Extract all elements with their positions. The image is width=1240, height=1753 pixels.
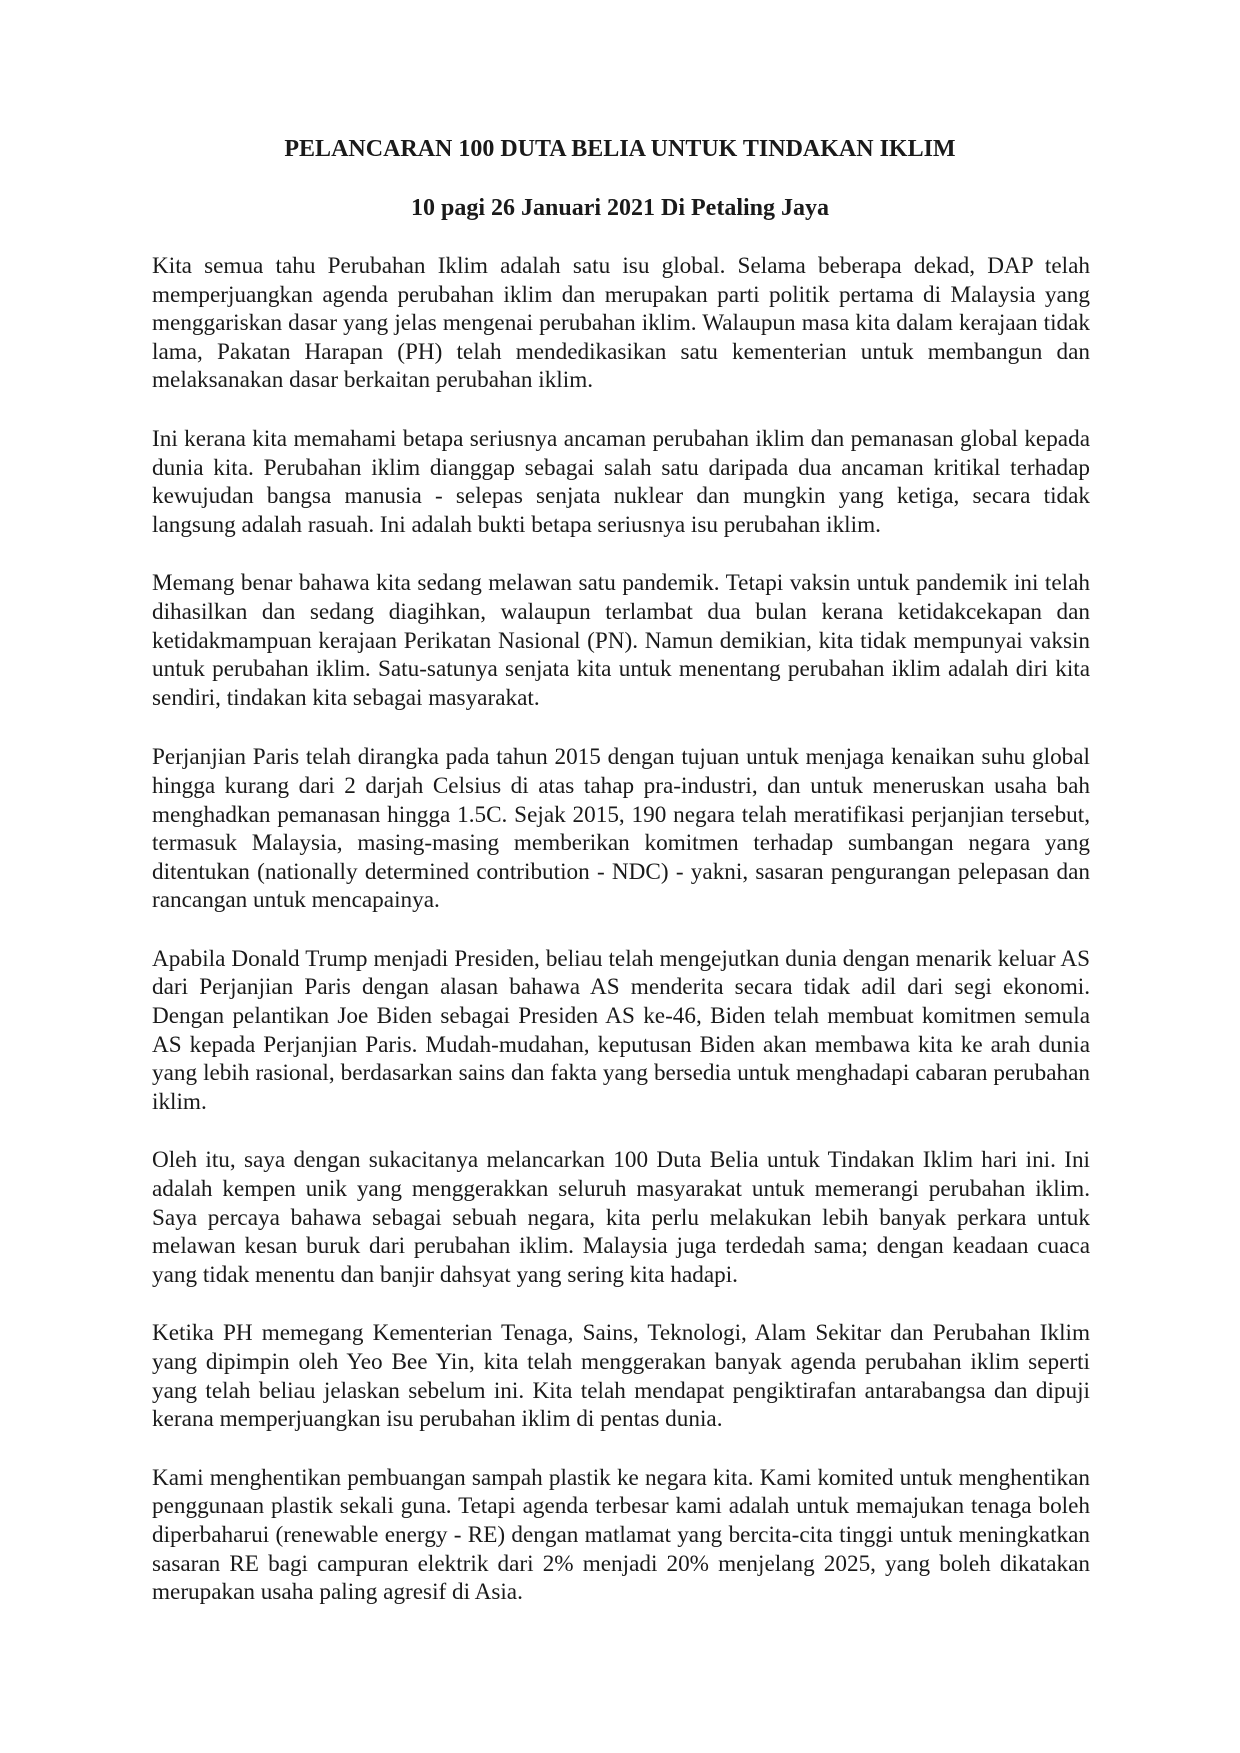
paragraph-4: Perjanjian Paris telah dirangka pada tahun 2015 dengan tujuan untuk menjaga kenaikan suhu global hingga kurang dari 2 darjah Celsius di atas tahap pra-industri, dan untuk meneruskan usaha bah menghadkan pemanasan hingga 1.5C. Sejak 2015, 190 negara telah meratifikasi perjanjian tersebut, termasuk Malaysia, masing-masing memberikan komitmen terhadap sumbangan negara yang ditentukan (nationally determined contribution - NDC) - yakni, sasaran pengurangan pelepasan dan rancangan untuk mencapainya. — [152, 744, 1090, 914]
paragraph-1: Kita semua tahu Perubahan Iklim adalah satu isu global. Selama beberapa dekad, DAP telah memperjuangkan agenda perubahan iklim dan merupakan parti politik pertama di Malaysia yang menggariskan dasar yang jelas mengenai perubahan iklim. Walaupun masa kita dalam kerajaan tidak lama, Pakatan Harapan (PH) telah mendedikasikan satu kementerian untuk membangun dan melaksanakan dasar berkaitan perubahan iklim. — [152, 253, 1090, 394]
paragraph-2: Ini kerana kita memahami betapa seriusnya ancaman perubahan iklim dan pemanasan global kepada dunia kita. Perubahan iklim dianggap sebagai salah satu daripada dua ancaman kritikal terhadap kewujudan bangsa manusia - selepas senjata nuklear dan mungkin yang ketiga, secara tidak langsung adalah rasuah. Ini adalah bukti betapa seriusnya isu perubahan iklim. — [152, 425, 1090, 538]
paragraph-7: Ketika PH memegang Kementerian Tenaga, Sains, Teknologi, Alam Sekitar dan Perubahan Iklim yang dipimpin oleh Yeo Bee Yin, kita telah menggerakan banyak agenda perubahan iklim seperti yang telah beliau jelaskan sebelum ini. Kita telah mendapat pengiktirafan antarabangsa dan dipuji kerana memperjuangkan isu perubahan iklim di pentas dunia. — [152, 1320, 1090, 1433]
document-title: PELANCARAN 100 DUTA BELIA UNTUK TINDAKAN IKLIM — [284, 136, 956, 162]
paragraph-5: Apabila Donald Trump menjadi Presiden, beliau telah mengejutkan dunia dengan menarik keluar AS dari Perjanjian Paris dengan alasan bahawa AS menderita secara tidak adil dari segi ekonomi. Dengan pelantikan Joe Biden sebagai Presiden AS ke-46, Biden telah membuat komitmen semula AS kepada Perjanjian Paris. Mudah-mudahan, keputusan Biden akan membawa kita ke arah dunia yang lebih rasional, berdasarkan sains dan fakta yang bersedia untuk menghadapi cabaran perubahan iklim. — [152, 945, 1090, 1115]
paragraph-3: Memang benar bahawa kita sedang melawan satu pandemik. Tetapi vaksin untuk pandemik ini telah dihasilkan dan sedang diagihkan, walaupun terlambat dua bulan kerana ketidakcekapan dan ketidakmampuan kerajaan Perikatan Nasional (PN). Namun demikian, kita tidak mempunyai vaksin untuk perubahan iklim. Satu-satunya senjata kita untuk menentang perubahan iklim adalah diri kita sendiri, tindakan kita sebagai masyarakat. — [152, 570, 1090, 711]
paragraph-8: Kami menghentikan pembuangan sampah plastik ke negara kita. Kami komited untuk menghentikan penggunaan plastik sekali guna. Tetapi agenda terbesar kami adalah untuk memajukan tenaga boleh diperbaharui (renewable energy - RE) dengan matlamat yang bercita-cita tinggi untuk meningkatkan sasaran RE bagi campuran elektrik dari 2% menjadi 20% menjelang 2025, yang boleh dikatakan merupakan usaha paling agresif di Asia. — [152, 1464, 1090, 1606]
document-body — [152, 252, 1090, 1635]
document-subtitle: 10 pagi 26 Januari 2021 Di Petaling Jaya — [410, 195, 830, 221]
paragraph-6: Oleh itu, saya dengan sukacitanya melancarkan 100 Duta Belia untuk Tindakan Iklim hari ini. Ini adalah kempen unik yang menggerakkan seluruh masyarakat untuk memerangi perubahan iklim. Saya percaya bahawa sebagai sebuah negara, kita perlu melakukan lebih banyak perkara untuk melawan kesan buruk dari perubahan iklim. Malaysia juga terdedah sama; dengan keadaan cuaca yang tidak menentu dan banjir dahsyat yang sering kita hadapi. — [152, 1147, 1090, 1288]
